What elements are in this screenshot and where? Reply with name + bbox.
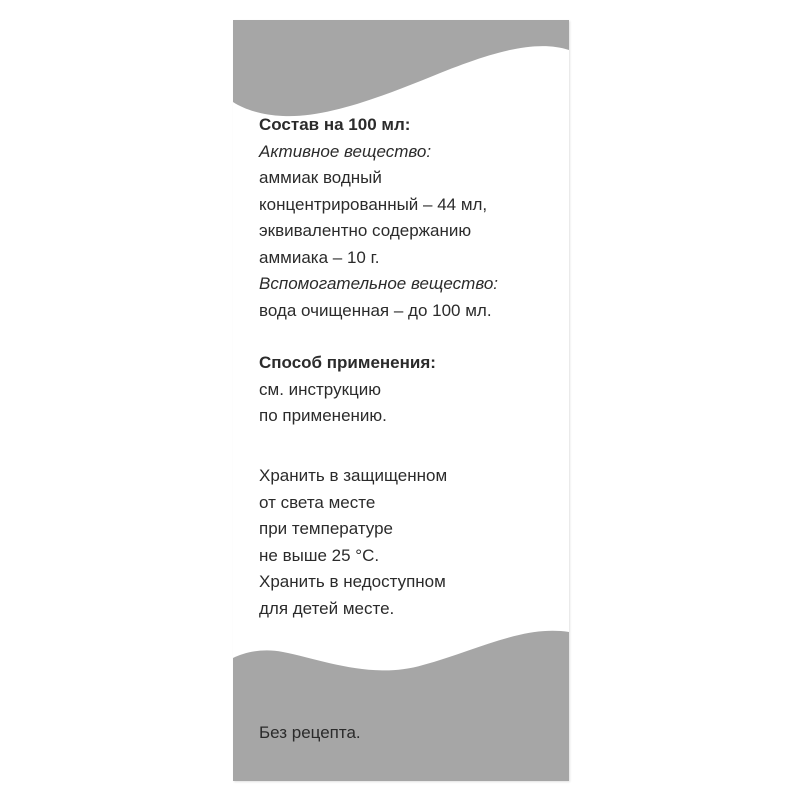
otc-label: Без рецепта. (259, 723, 361, 742)
composition-heading: Состав на 100 мл: (259, 115, 411, 134)
storage-line: не выше 25 °С. (259, 545, 380, 565)
storage-line: от света месте (259, 492, 376, 512)
active-line: эквивалентно содержанию (259, 221, 472, 240)
active-line: аммиак водный (259, 168, 382, 187)
storage-line: для детей месте. (259, 598, 395, 618)
excipient-line: вода очищенная – до 100 мл. (259, 300, 492, 320)
top-wave (233, 20, 569, 116)
storage-section (259, 463, 447, 622)
excipient-label: Вспомогательное вещество: (259, 274, 498, 293)
usage-section (259, 350, 436, 430)
composition-section (259, 112, 498, 324)
storage-line: Хранить в недоступном (259, 572, 446, 591)
active-line: концентрированный – 44 мл, (259, 194, 488, 214)
usage-heading: Способ применения: (259, 353, 436, 372)
storage-line: Хранить в защищенном (259, 466, 448, 485)
package-panel (233, 20, 569, 781)
active-substance-label: Активное вещество: (259, 141, 432, 161)
active-line: аммиака – 10 г. (259, 247, 380, 267)
usage-line: см. инструкцию (259, 379, 381, 399)
bottom-wave (233, 631, 569, 781)
storage-line: при температуре (259, 519, 394, 538)
usage-line: по применению. (259, 406, 387, 425)
